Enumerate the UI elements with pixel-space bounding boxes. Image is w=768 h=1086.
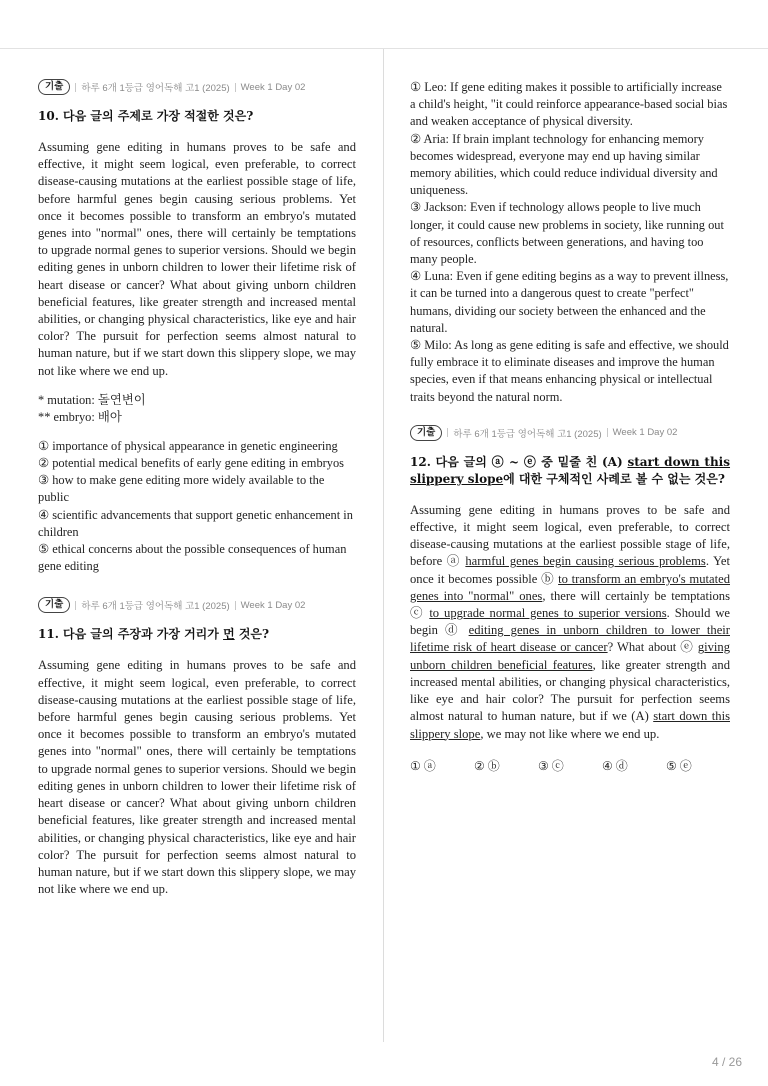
option-3[interactable]: ③ how to make gene editing more widely available to the public — [38, 473, 325, 505]
right-column — [410, 79, 730, 774]
separator — [75, 83, 76, 92]
answer-4[interactable]: ④ ⓓ — [602, 758, 628, 773]
option-4[interactable]: ④ scientific advancements that support genetic enhancement in children — [38, 507, 353, 539]
separator — [235, 83, 236, 92]
option-5[interactable]: ⑤ ethical concerns about the possible consequences of human gene editing — [38, 542, 347, 574]
question-10-source — [38, 78, 356, 96]
source-tag: 기출 — [38, 79, 70, 95]
question-11-source — [38, 596, 356, 614]
question-10-title: 10. 다음 글의 주제로 가장 적절한 것은? — [38, 109, 254, 123]
question-12-passage: Assuming gene editing in humans proves to be safe and effective, it might seem logical, even preferable, to correct disease-causing mutations at the earliest possible stage of life, before ⓐ harmful genes begin causing serious problems. Yet once it becomes possible ⓑ to transform an embryo's mutated genes into "normal" ones, there will certainly be temptations ⓒ to upgrade normal genes to superior versions. Should we begin ⓓ editing genes in unborn children to lower their lifetime risk of heart disease or cancer? What about ⓔ giving unborn children beneficial features, like greater strength and increased mental abilities, or changing physical characteristics, like eye and hair color? The pursuit for perfection seems almost natural to human nature, but if we (A) start down this slippery slope, we may not like where we end up. — [410, 502, 731, 741]
option-5[interactable]: ⑤ Milo: As long as gene editing is safe and effective, we should fully embrace it to eliminate diseases and improve the human species, even if that means enhancing physical or intellectual traits beyond the natural norm. — [410, 338, 729, 404]
separator — [607, 428, 608, 437]
marker-b: ⓑ — [541, 571, 555, 586]
question-12-source — [410, 424, 730, 442]
question-12-title: 12. 다음 글의 ⓐ ~ ⓔ 중 밑줄 친 (A) start down this slippery slope에 대한 구체적인 사례로 볼 수 없는 것은? — [410, 454, 731, 486]
option-4[interactable]: ④ Luna: Even if gene editing begins as a way to prevent illness, it can be turned into a dangerous quest to create "perfect" humans, dividing our society between the enhanced and the natural. — [410, 269, 729, 335]
option-2[interactable]: ② potential medical benefits of early gene editing in embryos — [38, 456, 344, 471]
source-week: Week 1 Day 02 — [612, 427, 678, 439]
question-10-glossary — [38, 392, 356, 426]
answer-2[interactable]: ② ⓑ — [474, 758, 500, 773]
question-11-passage: Assuming gene editing in humans proves to be safe and effective, it might seem logical, even preferable, to correct disease-causing mutations at the earliest possible stage of life, before harmful genes begin causing serious problems. Yet once it becomes possible to transform an embryo's mutated genes into "normal" ones, there will certainly be temptations to upgrade normal genes to superior versions. Should we begin editing genes in unborn children to lower their lifetime risk of heart disease or cancer? What about giving unborn children beneficial features, like greater strength and increased mental abilities, or changing physical characteristics, like eye and hair color? The pursuit for perfection seems almost natural to human nature, but if we start down this slippery slope, we may not like where we end up. — [38, 658, 356, 897]
source-week: Week 1 Day 02 — [240, 81, 306, 93]
question-11-options — [410, 79, 730, 406]
underline-e: giving unborn children beneficial features — [410, 640, 730, 672]
emphasis-word: 먼 — [223, 627, 235, 642]
option-1[interactable]: ① importance of physical appearance in genetic engineering — [38, 438, 338, 453]
underline-c: to upgrade normal genes to superior versions — [429, 606, 667, 621]
page-number: 4 / 26 — [712, 1055, 743, 1069]
marker-d: ⓓ — [445, 623, 462, 638]
question-11-title: 11. 다음 글의 주장과 가장 거리가 먼 것은? — [38, 627, 270, 642]
marker-a: ⓐ — [446, 554, 461, 569]
question-10-options — [38, 438, 356, 576]
column-divider — [383, 49, 384, 1042]
source-week: Week 1 Day 02 — [240, 599, 306, 611]
underline-d: editing genes in unborn children to lower their lifetime risk of heart disease or cancer — [410, 623, 730, 655]
source-tag: 기출 — [410, 425, 442, 441]
underlined-phrase: start down this slippery slope — [410, 454, 731, 486]
separator — [75, 601, 76, 610]
option-3[interactable]: ③ Jackson: Even if technology allows people to live much longer, it could cause new problems in society, like running out of resources, conflicts between generations, and having too many people. — [410, 200, 724, 267]
left-column — [38, 78, 356, 898]
gloss-mutation: * mutation: 돌연변이 — [38, 392, 146, 407]
question-12-answers — [410, 757, 730, 774]
header-rule — [0, 48, 768, 49]
underline-a: harmful genes begin causing serious problems — [465, 554, 706, 569]
marker-c: ⓒ — [410, 606, 425, 621]
source-tag: 기출 — [38, 597, 70, 613]
marker-e: ⓔ — [680, 640, 694, 655]
source-book: 하루 6개 1등급 영어독해 고1 (2025) — [453, 428, 602, 440]
answer-5[interactable]: ⑤ ⓔ — [666, 758, 692, 773]
gloss-embryo: ** embryo: 배아 — [38, 409, 122, 424]
question-10-passage: Assuming gene editing in humans proves to be safe and effective, it might seem logical, even preferable, to correct disease-causing mutations at the earliest possible stage of life, before harmful genes begin causing serious problems. Yet once it becomes possible to transform an embryo's mutated genes into "normal" ones, there will certainly be temptations to upgrade normal genes to superior versions. Should we begin editing genes in unborn children to lower their lifetime risk of heart disease or cancer? What about giving unborn children beneficial features, like greater strength and increased mental abilities, or changing physical characteristics, like eye and hair color? The pursuit for perfection seems almost natural to human nature, but if we start down this slippery slope, we may not like where we end up. — [38, 140, 356, 378]
separator — [447, 428, 448, 437]
option-1[interactable]: ① Leo: If gene editing makes it possible to artificially increase a child's height, "it could reinforce appearance-based social bias and weaken acceptance of physical diversity. — [410, 80, 728, 129]
underline-A: start down this slippery slope — [410, 709, 730, 741]
answer-1[interactable]: ① ⓐ — [410, 758, 436, 773]
source-book: 하루 6개 1등급 영어독해 고1 (2025) — [81, 601, 230, 613]
answer-3[interactable]: ③ ⓒ — [538, 758, 564, 773]
separator — [235, 601, 236, 610]
underline-b: to transform an embryo's mutated genes into "normal" ones — [410, 571, 730, 603]
source-book: 하루 6개 1등급 영어독해 고1 (2025) — [81, 83, 230, 94]
option-2[interactable]: ② Aria: If brain implant technology for enhancing memory becomes widespread, everyone may end up having similar memory abilities, which could reduce individual diversity and uniqueness. — [410, 131, 718, 198]
